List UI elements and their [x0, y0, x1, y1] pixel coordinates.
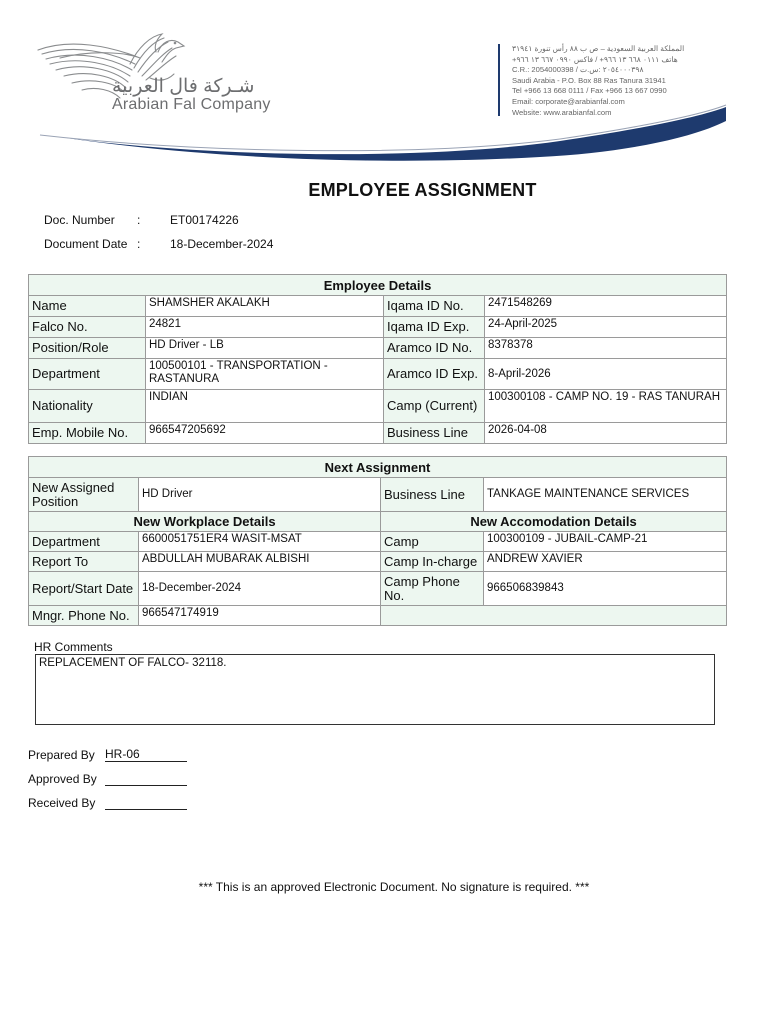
falco-value: 24821	[146, 317, 384, 338]
report-to-value: ABDULLAH MUBARAK ALBISHI	[139, 552, 381, 572]
contact-line-email: Email: corporate@arabianfal.com	[512, 96, 625, 106]
business-line-label: Business Line	[384, 423, 485, 444]
contact-line-website: Website: www.arabianfal.com	[512, 107, 612, 117]
nationality-value: INDIAN	[146, 390, 384, 423]
camp-phone-value: 966506839843	[484, 572, 727, 606]
doc-number-label: Doc. Number	[44, 213, 115, 227]
empty-cell	[381, 606, 727, 626]
aramco-exp-value: 8-April-2026	[485, 359, 727, 390]
doc-number-colon: :	[137, 213, 141, 227]
document-date-label: Document Date	[44, 237, 128, 251]
camp-incharge-value: ANDREW XAVIER	[484, 552, 727, 572]
mobile-label: Emp. Mobile No.	[29, 423, 146, 444]
contact-line-phone-ar: هاتف ٠١١١ ٦٦٨ ١٣ ٩٦٦+ / فاكس ٠٩٩٠ ٦٦٧ ١٣ ٩٦٦+	[512, 54, 678, 64]
business-line-value: 2026-04-08	[485, 423, 727, 444]
prepared-by-text: HR-06	[105, 747, 140, 761]
workplace-heading: New Workplace Details	[29, 512, 381, 532]
mobile-value: 966547205692	[146, 423, 384, 444]
aramco-id-label: Aramco ID No.	[384, 338, 485, 359]
accommodation-heading: New Accomodation Details	[381, 512, 727, 532]
aramco-exp-label: Aramco ID Exp.	[384, 359, 485, 390]
next-assignment-table	[28, 456, 727, 626]
mngr-phone-value: 966547174919	[139, 606, 381, 626]
camp-current-label: Camp (Current)	[384, 390, 485, 423]
hr-comments-box: REPLACEMENT OF FALCO- 32118.	[35, 654, 715, 725]
contact-line-address: Saudi Arabia - P.O. Box 88 Ras Tanura 31941	[512, 75, 666, 85]
document-date-value: 18-December-2024	[170, 237, 274, 251]
employee-details-heading: Employee Details	[29, 275, 727, 296]
new-department-value: 6600051751ER4 WASIT-MSAT	[139, 532, 381, 552]
prepared-by-value	[105, 747, 187, 762]
approved-by-label: Approved By	[28, 772, 97, 786]
new-position-label: New Assigned Position	[29, 478, 139, 512]
document-date-colon: :	[137, 237, 141, 251]
new-position-value: HD Driver	[139, 478, 381, 512]
falco-label: Falco No.	[29, 317, 146, 338]
start-date-label: Report/Start Date	[29, 572, 139, 606]
received-by-label: Received By	[28, 796, 96, 810]
new-department-label: Department	[29, 532, 139, 552]
employee-details-table	[28, 274, 727, 444]
iqama-id-label: Iqama ID No.	[384, 296, 485, 317]
company-name-english: Arabian Fal Company	[112, 96, 271, 113]
company-name-arabic: شـركة فال العربية	[112, 76, 255, 97]
doc-number-value: ET00174226	[170, 213, 239, 227]
page-title: EMPLOYEE ASSIGNMENT	[308, 180, 537, 200]
new-business-line-value: TANKAGE MAINTENANCE SERVICES	[484, 478, 727, 512]
start-date-value: 18-December-2024	[139, 572, 381, 606]
prepared-by-label: Prepared By	[28, 748, 95, 762]
iqama-exp-value: 24-April-2025	[485, 317, 727, 338]
received-by-value	[105, 795, 187, 810]
new-camp-label: Camp	[381, 532, 484, 552]
new-business-line-label: Business Line	[381, 478, 484, 512]
contact-line-address-ar: المملكة العربية السعودية – ص ب ٨٨ رأس تنورة ٣١٩٤١	[512, 44, 685, 53]
nationality-label: Nationality	[29, 390, 146, 423]
contact-line-phone: Tel +966 13 668 0111 / Fax +966 13 667 0990	[512, 86, 667, 96]
iqama-exp-label: Iqama ID Exp.	[384, 317, 485, 338]
mngr-phone-label: Mngr. Phone No.	[29, 606, 139, 626]
department-value: 100500101 - TRANSPORTATION - RASTANURA	[146, 359, 384, 390]
name-label: Name	[29, 296, 146, 317]
department-label: Department	[29, 359, 146, 390]
camp-phone-label: Camp Phone No.	[381, 572, 484, 606]
camp-incharge-label: Camp In-charge	[381, 552, 484, 572]
hr-comments-label: HR Comments	[34, 640, 113, 654]
header-swoosh	[0, 95, 768, 170]
camp-current-value: 100300108 - CAMP NO. 19 - RAS TANURAH	[485, 390, 727, 423]
new-camp-value: 100300109 - JUBAIL-CAMP-21	[484, 532, 727, 552]
position-label: Position/Role	[29, 338, 146, 359]
aramco-id-value: 8378378	[485, 338, 727, 359]
iqama-id-value: 2471548269	[485, 296, 727, 317]
name-value: SHAMSHER AKALAKH	[146, 296, 384, 317]
footer-note: *** This is an approved Electronic Document. No signature is required. ***	[198, 880, 590, 894]
approved-by-value	[105, 771, 187, 786]
next-assignment-heading: Next Assignment	[29, 457, 727, 478]
contact-line-cr: C.R.: 2054000398 / ٢٠٥٤٠٠٠٣٩٨ :س.ت	[512, 65, 644, 75]
report-to-label: Report To	[29, 552, 139, 572]
position-value: HD Driver - LB	[146, 338, 384, 359]
